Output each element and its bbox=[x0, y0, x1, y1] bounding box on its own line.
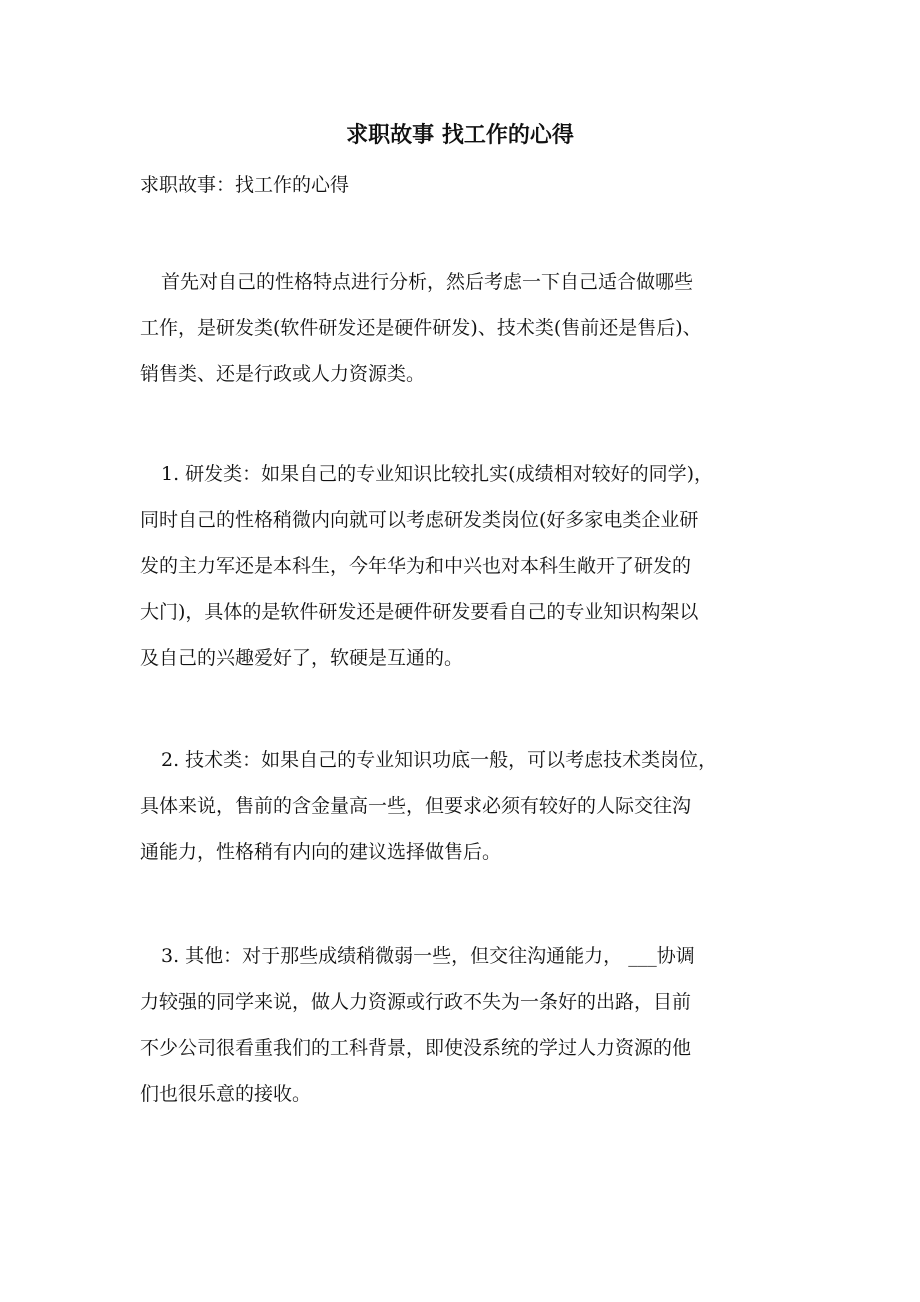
paragraph-line: 首先对自己的性格特点进行分析，然后考虑一下自己适合做哪些 bbox=[161, 271, 694, 293]
paragraph-line: 2. 技术类：如果自己的专业知识功底一般，可以考虑技术类岗位， bbox=[161, 749, 718, 771]
paragraph-line: 不少公司很看重我们的工科背景，即使没系统的学过人力资源的他 bbox=[140, 1037, 692, 1059]
paragraph-technical bbox=[140, 737, 800, 875]
paragraph-line: 1. 研发类：如果自己的专业知识比较扎实(成绩相对较好的同学)， bbox=[161, 463, 713, 485]
paragraph-rd bbox=[140, 451, 800, 681]
paragraph-line: 力较强的同学来说，做人力资源或行政不失为一条好的出路，目前 bbox=[140, 991, 692, 1013]
paragraph-line: 们也很乐意的接收。 bbox=[140, 1083, 312, 1105]
paragraph-line: 具体来说，售前的含金量高一些，但要求必须有较好的人际交往沟 bbox=[140, 795, 692, 817]
paragraph-other bbox=[140, 933, 800, 1117]
paragraph-intro bbox=[140, 259, 800, 397]
paragraph-line: 工作，是研发类(软件研发还是硬件研发)、技术类(售前还是售后)、 bbox=[140, 317, 702, 339]
paragraph-line: 销售类、还是行政或人力资源类。 bbox=[140, 363, 426, 385]
paragraph-line: 发的主力军还是本科生，今年华为和中兴也对本科生敞开了研发的 bbox=[140, 555, 692, 577]
paragraph-line: 大门)，具体的是软件研发还是硬件研发要看自己的专业知识构架以 bbox=[140, 601, 699, 623]
paragraph-line: 3. 其他：对于那些成绩稍微弱一些，但交往沟通能力， ___协调 bbox=[161, 945, 695, 967]
paragraph-line: 通能力，性格稍有内向的建议选择做售后。 bbox=[140, 841, 502, 863]
document-subtitle: 求职故事：找工作的心得 bbox=[140, 174, 350, 196]
paragraph-line: 同时自己的性格稍微内向就可以考虑研发类岗位(好多家电类企业研 bbox=[140, 509, 699, 531]
paragraph-line: 及自己的兴趣爱好了，软硬是互通的。 bbox=[140, 647, 464, 669]
document-title: 求职故事 找工作的心得 bbox=[346, 122, 574, 148]
